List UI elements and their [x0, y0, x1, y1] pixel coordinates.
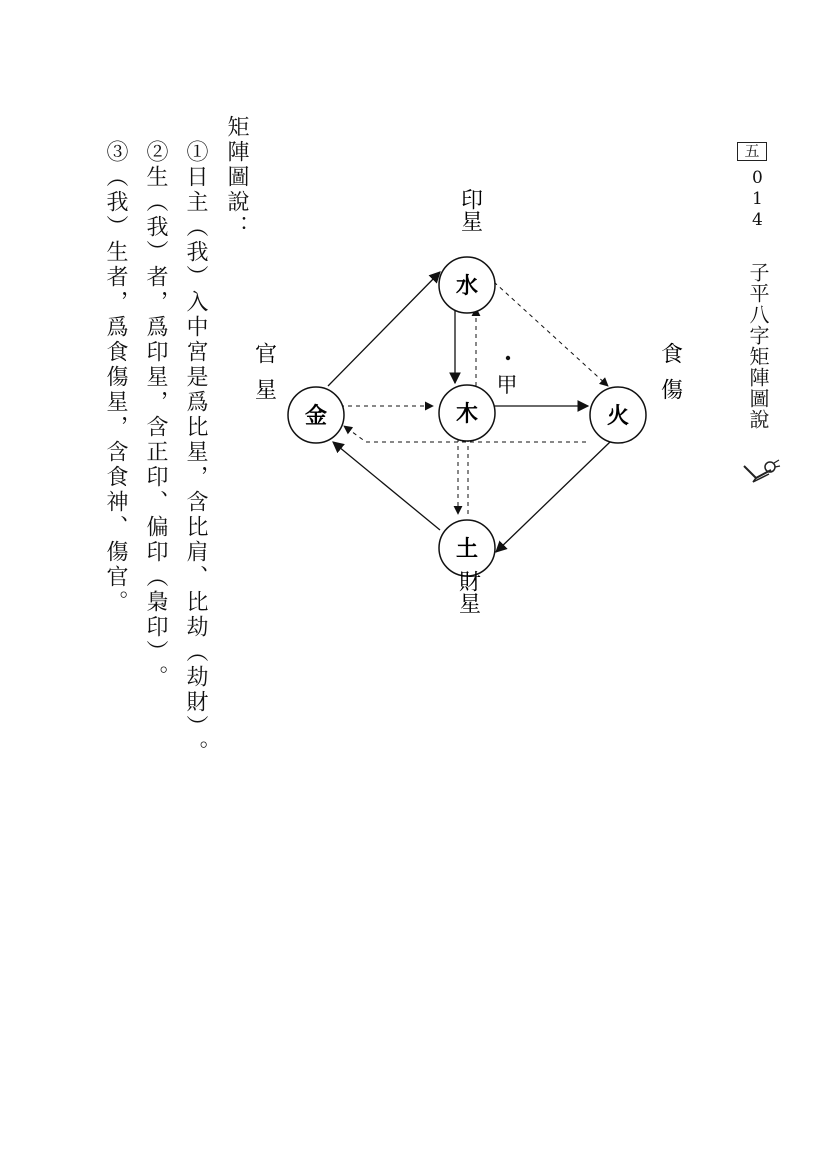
section-title: 矩陣圖說：	[224, 115, 249, 240]
book-icon	[741, 458, 781, 488]
label-jia: 甲	[496, 373, 518, 397]
label-cai-xing: 財星	[455, 570, 481, 614]
arrow-fire-to-earth	[496, 442, 610, 552]
page-digit-1: 0	[752, 168, 763, 188]
label-shi-shang: 食傷	[657, 342, 683, 414]
book-title: 子平八字矩陣圖說	[746, 262, 770, 430]
node-metal-label: 金	[304, 404, 328, 429]
node-water	[439, 257, 495, 313]
node-water-label: 水	[455, 274, 479, 299]
jia-dot	[506, 356, 510, 360]
dashed-arrow-water-to-fire	[494, 282, 608, 386]
page-digit-3: 4	[752, 210, 763, 230]
paragraph-3: ③︵我︶生者，爲食傷星，含食神、傷官。	[103, 140, 128, 615]
volume-label	[737, 142, 767, 161]
node-wood-label: 木	[455, 402, 479, 427]
node-wood	[439, 385, 495, 441]
node-fire-label: 火	[606, 404, 630, 429]
arrow-earth-to-metal	[333, 442, 440, 530]
node-fire	[590, 387, 646, 443]
paragraph-1: ①日主︵我︶入中宮是爲比星，含比肩、比劫︵劫財︶。	[183, 140, 208, 765]
node-earth-label: 土	[455, 537, 479, 562]
label-yin-xing: 印星	[457, 188, 483, 232]
label-guan-xing: 官星	[251, 342, 277, 414]
node-earth	[439, 520, 495, 576]
five-element-diagram	[230, 180, 700, 650]
arrow-metal-to-water	[328, 272, 440, 386]
volume-box: 五	[737, 142, 767, 161]
node-metal	[288, 387, 344, 443]
page-digit-2: 1	[752, 189, 763, 209]
page-number	[752, 168, 763, 231]
paragraph-2: ②生︵我︶者，爲印星，含正印、偏印︵梟印︶。	[143, 140, 168, 690]
